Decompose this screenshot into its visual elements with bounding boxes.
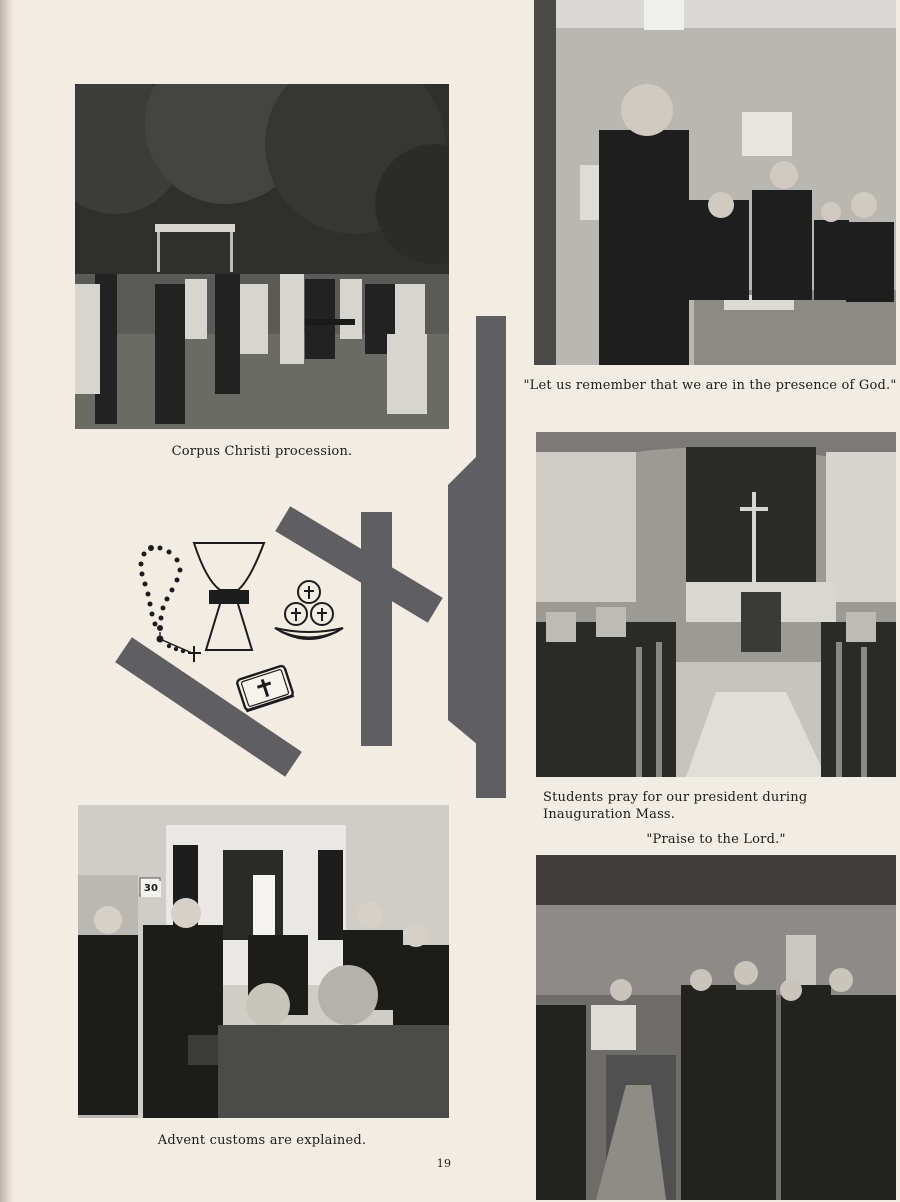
decorative-bar-cross-vertical — [361, 512, 392, 746]
decorative-bar-vertical-long — [476, 316, 506, 798]
wall-number: 30 — [141, 881, 161, 897]
photo-corpus-christi — [75, 84, 449, 429]
prayer-book-icon — [232, 662, 298, 714]
book-spine-shadow — [0, 0, 14, 1202]
caption-praise-lord: "Praise to the Lord." — [646, 832, 786, 847]
chalice-icon — [190, 540, 268, 654]
photo-presence-of-god — [534, 0, 896, 365]
photo-praise-lord — [536, 855, 896, 1200]
caption-advent: Advent customs are explained. — [157, 1133, 367, 1148]
photo-inauguration-mass — [536, 432, 896, 777]
decorative-bar-wedge — [448, 455, 478, 745]
caption-corpus-christi: Corpus Christi procession. — [171, 444, 353, 459]
photo-advent — [78, 805, 449, 1118]
caption-presence-of-god: "Let us remember that we are in the presence of God." — [523, 378, 897, 393]
page-number: 19 — [436, 1157, 452, 1170]
caption-inauguration-mass: Students pray for our president during Inauguration Mass. — [543, 790, 808, 822]
hosts-icon — [272, 578, 346, 646]
